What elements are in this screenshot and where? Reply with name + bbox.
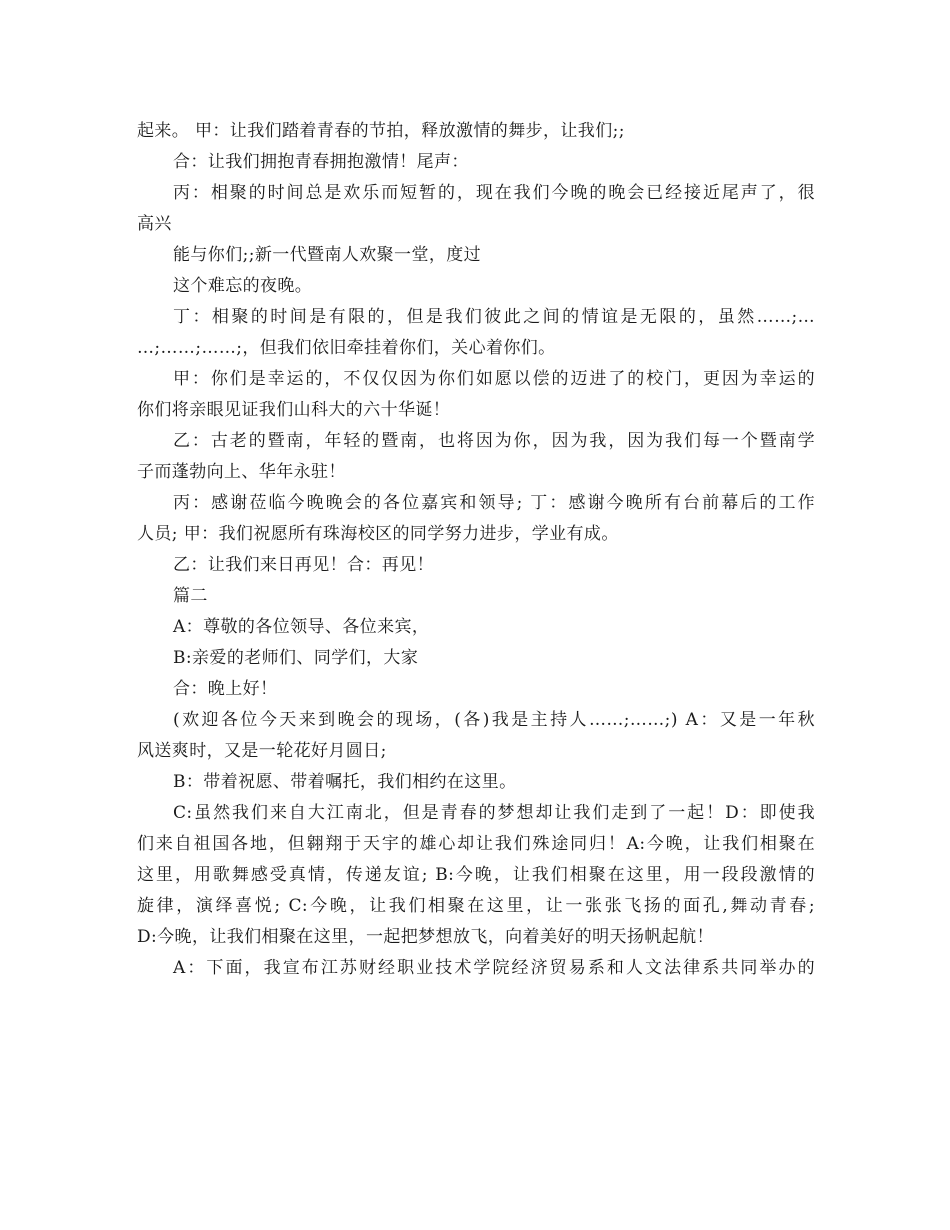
text-line: B：带着祝愿、带着嘱托，我们相约在这里。 — [173, 772, 517, 792]
text-line: 这个难忘的夜晚。 — [173, 276, 313, 296]
text-line: 人员; 甲：我们祝愿所有珠海校区的同学努力进步，学业有成。 — [137, 524, 619, 544]
text-line: A：下面，我宣布江苏财经职业技术学院经济贸易系和人文法律系共同举办的 — [173, 958, 815, 978]
text-line: 子而蓬勃向上、华年永驻！ — [137, 462, 346, 482]
text-line: 合：晚上好！ — [173, 679, 278, 699]
text-line: 你们将亲眼见证我们山科大的六十华诞！ — [137, 400, 451, 420]
document-body — [137, 116, 815, 984]
text-line: C:虽然我们来自大江南北，但是青春的梦想却让我们走到了一起！D：即使我 — [173, 803, 815, 823]
text-line: 高兴 — [137, 214, 172, 234]
text-line: 这里，用歌舞感受真情，传递友谊; B:今晚，让我们相聚在这里，用一段段激情的 — [137, 865, 815, 885]
text-line: 们来自祖国各地，但翱翔于天宇的雄心却让我们殊途同归！A:今晚，让我们相聚在 — [137, 834, 815, 854]
text-line: 旋律，演绎喜悦; C:今晚，让我们相聚在这里，让一张张飞扬的面孔,舞动青春; — [137, 896, 815, 916]
text-line: 风送爽时，又是一轮花好月圆日; — [137, 741, 387, 761]
text-line: 丁：相聚的时间是有限的，但是我们彼此之间的情谊是无限的，虽然……;… — [173, 307, 815, 327]
text-line: A：尊敬的各位领导、各位来宾， — [173, 617, 430, 637]
text-line: 合：让我们拥抱青春拥抱激情！尾声： — [173, 152, 469, 172]
text-line: B:亲爱的老师们、同学们，大家 — [173, 648, 419, 668]
text-line: 起来。 甲：让我们踏着青春的节拍，释放激情的舞步，让我们;; — [137, 121, 625, 141]
text-line: 甲：你们是幸运的，不仅仅因为你们如愿以偿的迈进了的校门，更因为幸运的 — [173, 369, 815, 389]
text-line: (欢迎各位今天来到晚会的现场，(各)我是主持人……;……;) A：又是一年秋 — [173, 710, 815, 730]
text-line: …;……;……;，但我们依旧牵挂着你们，关心着你们。 — [137, 338, 556, 358]
text-line: 丙：感谢莅临今晚晚会的各位嘉宾和领导; 丁：感谢今晚所有台前幕后的工作 — [173, 493, 815, 513]
text-line: 篇二 — [173, 586, 208, 606]
text-line: 能与你们;;新一代暨南人欢聚一堂，度过 — [173, 245, 482, 265]
text-line: 乙：古老的暨南，年轻的暨南，也将因为你，因为我，因为我们每一个暨南学 — [173, 431, 815, 451]
text-line: 丙：相聚的时间总是欢乐而短暂的，现在我们今晚的晚会已经接近尾声了，很 — [173, 183, 815, 203]
text-line: 乙：让我们来日再见！合：再见！ — [173, 555, 434, 575]
text-line: D:今晚，让我们相聚在这里，一起把梦想放飞，向着美好的明天扬帆起航！ — [137, 927, 714, 947]
